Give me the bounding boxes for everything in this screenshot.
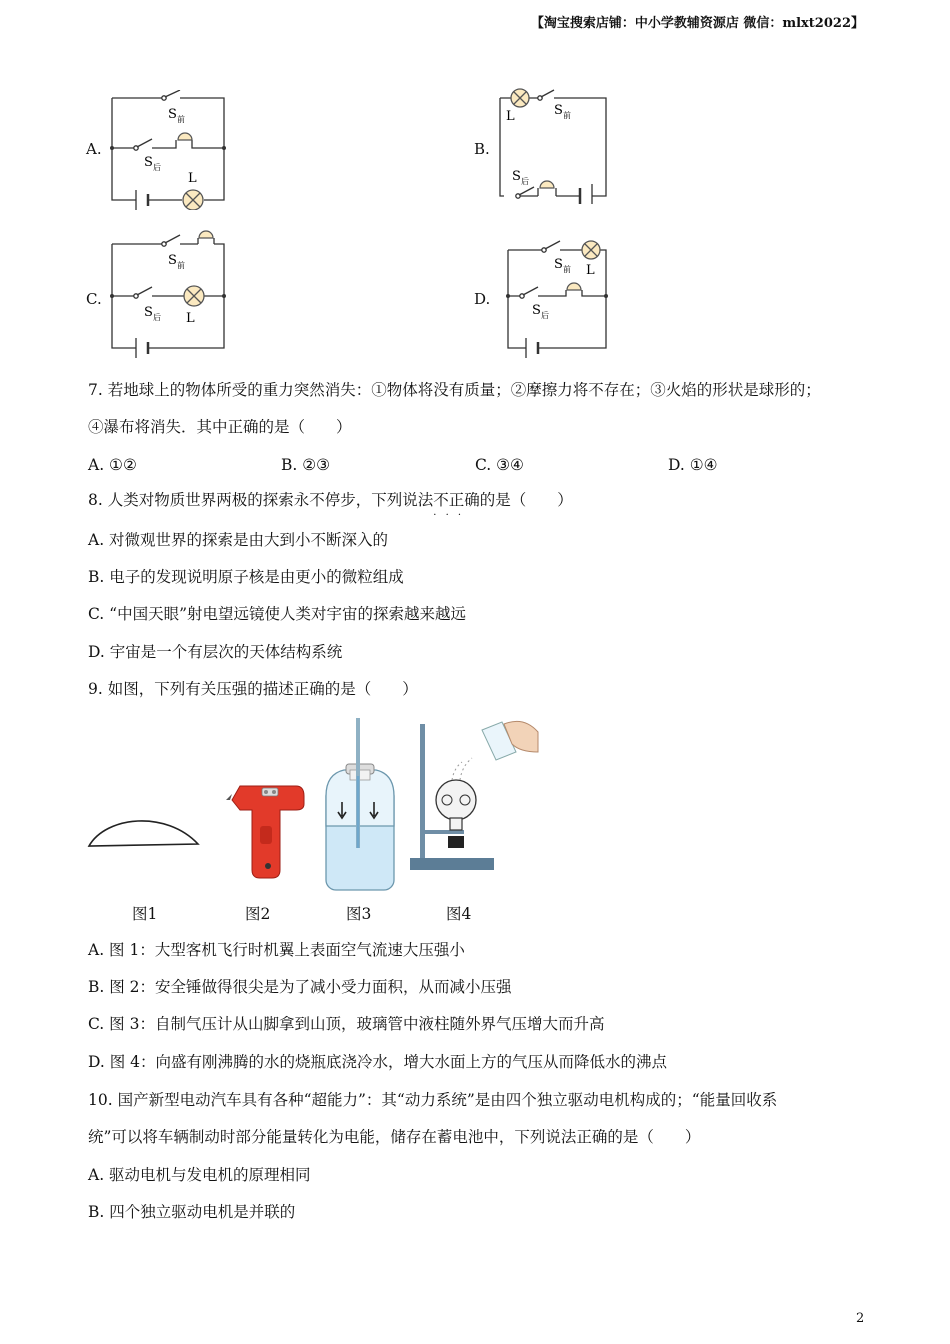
svg-text:S: S	[554, 257, 563, 272]
q9-option-b: B. 图 2：安全锤做得很尖是为了减小受力面积，从而减小压强	[88, 978, 512, 996]
svg-text:S: S	[144, 305, 153, 320]
q6-circuit-c	[100, 230, 240, 358]
q10-option-b: B. 四个独立驱动电机是并联的	[88, 1203, 296, 1221]
svg-text:后: 后	[521, 177, 529, 186]
q6-circuit-a	[100, 90, 240, 210]
emphasis-dots: 不正确 · · ·	[433, 491, 480, 509]
page-header: 【淘宝搜索店铺：中小学教辅资源店 微信：mlxt2022】	[530, 16, 864, 31]
q8-option-c: C. “中国天眼”射电望远镜使人类对宇宙的探索越来越远	[88, 605, 467, 623]
q6-circuit-d	[496, 230, 616, 358]
figure-caption-3: 图3	[346, 905, 372, 923]
q9-option-a: A. 图 1：大型客机飞行时机翼上表面空气流速大压强小	[88, 941, 465, 959]
q6-option-c-label: C.	[86, 290, 102, 308]
q7-stem-line2: ④瀑布将消失．其中正确的是（ ）	[88, 418, 352, 436]
q9-stem: 9. 如图，下列有关压强的描述正确的是（ ）	[88, 680, 418, 698]
q6-option-b-label: B.	[474, 140, 490, 158]
svg-text:S: S	[512, 169, 521, 184]
svg-text:前: 前	[177, 261, 185, 270]
q7-stem-line1: 7. 若地球上的物体所受的重力突然消失：①物体将没有质量；②摩擦力将不存在；③火焰的形状是球形的；	[88, 381, 821, 399]
svg-text:后: 后	[541, 311, 549, 320]
q6-option-a-label: A.	[86, 140, 102, 158]
q9-option-c: C. 图 3：自制气压计从山脚拿到山顶，玻璃管中液柱随外界气压增大而升高	[88, 1015, 605, 1033]
q9-option-d: D. 图 4：向盛有刚沸腾的水的烧瓶底浇冷水，增大水面上方的气压从而降低水的沸点	[88, 1053, 668, 1071]
svg-text:S: S	[144, 155, 153, 170]
q6-option-d-label: D.	[474, 290, 491, 308]
q8-option-a: A. 对微观世界的探索是由大到小不断深入的	[88, 531, 389, 549]
bell-icon	[178, 133, 192, 140]
svg-text:S: S	[554, 103, 563, 118]
q7-option-b: B. ②③	[281, 456, 331, 474]
svg-text:S: S	[168, 253, 177, 268]
figure-caption-4: 图4	[446, 905, 472, 923]
bell-icon	[567, 283, 581, 290]
svg-text:L: L	[586, 263, 595, 278]
svg-text:S: S	[168, 107, 177, 122]
q10-stem-line2: 统”可以将车辆制动时部分能量转化为电能，储存在蓄电池中，下列说法正确的是（ ）	[88, 1128, 701, 1146]
page-number: 2	[856, 1311, 865, 1326]
figure-caption-1: 图1	[132, 905, 158, 923]
q8-option-b: B. 电子的发现说明原子核是由更小的微粒组成	[88, 568, 404, 586]
svg-text:L: L	[188, 171, 197, 186]
bell-icon	[199, 231, 213, 238]
barometer-bottle-figure	[322, 716, 398, 894]
safety-hammer-figure	[226, 778, 306, 882]
svg-text:前: 前	[563, 265, 571, 274]
svg-text:前: 前	[177, 115, 185, 124]
svg-text:L: L	[186, 311, 195, 326]
q10-stem-line1: 10. 国产新型电动汽车具有各种“超能力”：其“动力系统”是由四个独立驱动电机构成的；“能量回收系	[88, 1091, 778, 1109]
q8-option-d: D. 宇宙是一个有层次的天体结构系统	[88, 643, 343, 661]
q6-circuit-b	[496, 84, 612, 204]
q8-stem: 8. 人类对物质世界两极的探索永不停步，下列说法不正确 · · ·的是（ ）	[88, 490, 573, 510]
svg-text:前: 前	[563, 111, 571, 120]
wing-profile-figure	[86, 810, 202, 852]
q7-option-c: C. ③④	[475, 456, 524, 474]
svg-text:后: 后	[153, 163, 161, 172]
q7-option-d: D. ①④	[668, 456, 718, 474]
svg-text:后: 后	[153, 313, 161, 322]
figure-caption-2: 图2	[245, 905, 271, 923]
flask-stand-figure	[404, 718, 544, 878]
svg-text:L: L	[506, 109, 515, 124]
bell-icon	[540, 181, 554, 188]
q7-option-a: A. ①②	[88, 456, 137, 474]
svg-text:S: S	[532, 303, 541, 318]
q10-option-a: A. 驱动电机与发电机的原理相同	[88, 1166, 311, 1184]
